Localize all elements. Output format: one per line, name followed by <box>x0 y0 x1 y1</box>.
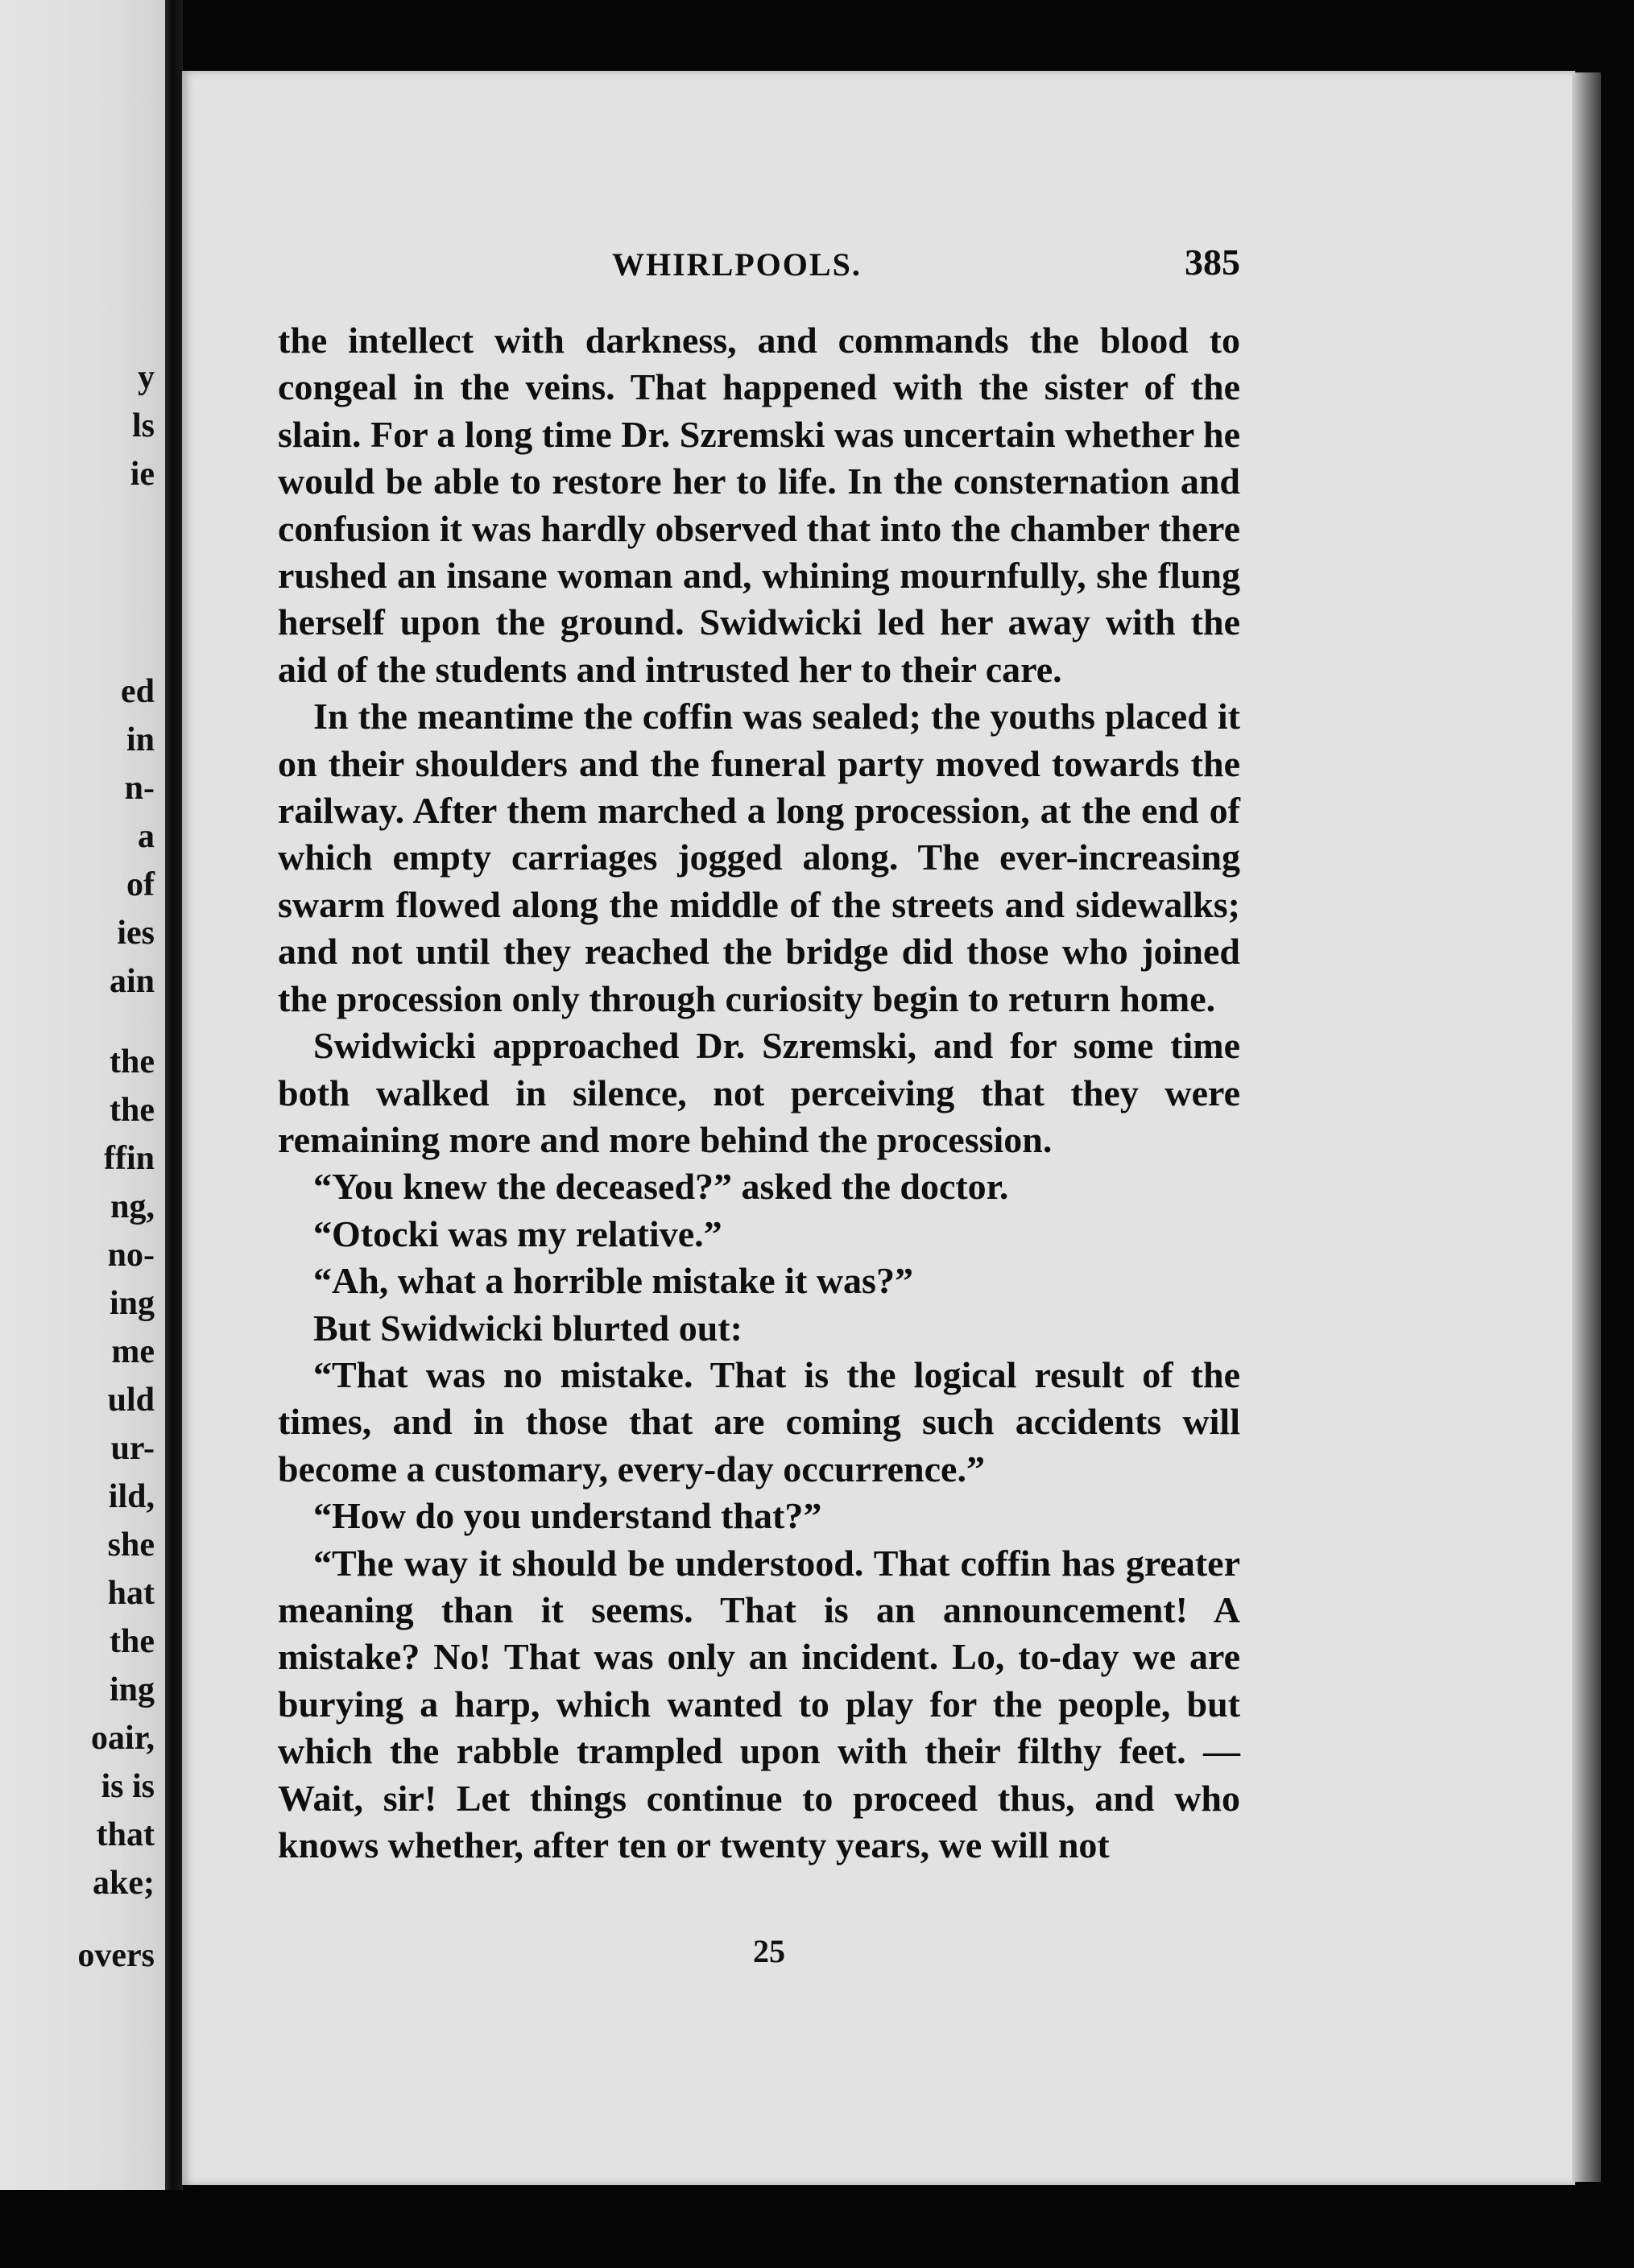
facing-page-fragment: ed <box>121 673 155 710</box>
facing-page <box>0 0 169 2190</box>
facing-page-fragment: the <box>110 1043 155 1080</box>
paragraph: “How do you understand that?” <box>313 1495 822 1537</box>
facing-page-fragment: hat <box>107 1575 155 1612</box>
signature-mark: 25 <box>753 1933 785 1969</box>
paragraph: Swidwicki approached Dr. Szremski, and for some time both walked in silence, not perceiving that they were remaining more and more behind the procession. <box>278 1025 1240 1160</box>
body-text <box>278 317 1240 1869</box>
facing-page-fragment: ing <box>109 1285 155 1322</box>
facing-page-fragment: the <box>110 1092 155 1129</box>
facing-page-fragment: ake; <box>93 1865 155 1902</box>
facing-page-fragment: ie <box>130 456 155 493</box>
paragraph: “The way it should be understood. That coffin has greater meaning than it seems. That is an announcement! A mistake? No! That was only an incident. Lo, to-day we are burying a harp, which wanted to play for the people, but which the rabble trampled upon with their filthy feet. — Wait, sir! Let things continue to proceed thus, and who knows whether, after ten or twenty years, we will not <box>278 1542 1240 1865</box>
facing-page-fragment: ing <box>109 1671 155 1708</box>
facing-page-fragment: ng, <box>110 1188 155 1225</box>
facing-page-fragment: she <box>107 1526 155 1564</box>
paragraph: the intellect with darkness, and commands the blood to congeal in the veins. That happened with the sister of the slain. For a long time Dr. Szremski was uncertain whether he would be able to restore her to life. In the consternation and confusion it was hardly observed that into the chamber there rushed an insane woman and, whining mournfully, she flung herself upon the ground. Swidwicki led her away with the aid of the students and intrusted her to their care. <box>278 320 1240 690</box>
paragraph: “You knew the deceased?” asked the doctor. <box>313 1166 1009 1208</box>
facing-page-fragment: n- <box>124 770 155 807</box>
paragraph: “Ah, what a horrible mistake it was?” <box>313 1260 913 1302</box>
facing-page-fragment: ies <box>117 915 155 952</box>
facing-page-fragment: ur- <box>110 1430 155 1467</box>
facing-page-fragment: that <box>96 1816 155 1853</box>
book-spine <box>165 0 183 2190</box>
paragraph: In the meantime the coffin was sealed; the youths placed it on their shoulders and the funeral party moved towards the railway. After them marched a long procession, at the end of which empty carriages jogged along. The ever-increasing swarm flowed along the middle of the streets and sidewalks; and not until they reached the bridge did those who joined the procession only through curiosity begin to return home. <box>278 696 1240 1019</box>
paragraph: But Swidwicki blurted out: <box>313 1307 743 1349</box>
facing-page-fragment: ffin <box>104 1140 155 1177</box>
facing-page-fragment: a <box>138 818 155 855</box>
facing-page-fragment: of <box>126 866 155 903</box>
paragraph: “That was no mistake. That is the logical result of the times, and in those that are coming such accidents will become a customary, every-day occurrence.” <box>278 1353 1240 1489</box>
running-head: WHIRLPOOLS. <box>612 246 862 283</box>
facing-page-fragment: y <box>138 359 155 396</box>
facing-page-fragment: in <box>126 721 155 758</box>
page-number: 385 <box>1185 242 1240 283</box>
facing-page-fragment: the <box>110 1623 155 1660</box>
page-edge <box>1572 72 1601 2182</box>
facing-page-fragment: no- <box>107 1237 155 1274</box>
facing-page-fragment: me <box>111 1333 155 1370</box>
paragraph: “Otocki was my relative.” <box>313 1212 722 1254</box>
facing-page-fragment: ild, <box>108 1478 155 1515</box>
facing-page-fragment: overs <box>77 1937 155 1974</box>
facing-page-fragment: ain <box>109 963 155 1000</box>
facing-page-fragment: ls <box>131 407 155 444</box>
facing-page-fragment: oair, <box>91 1720 155 1757</box>
facing-page-fragment: is is <box>101 1768 155 1805</box>
facing-page-fragment: uld <box>107 1382 155 1419</box>
